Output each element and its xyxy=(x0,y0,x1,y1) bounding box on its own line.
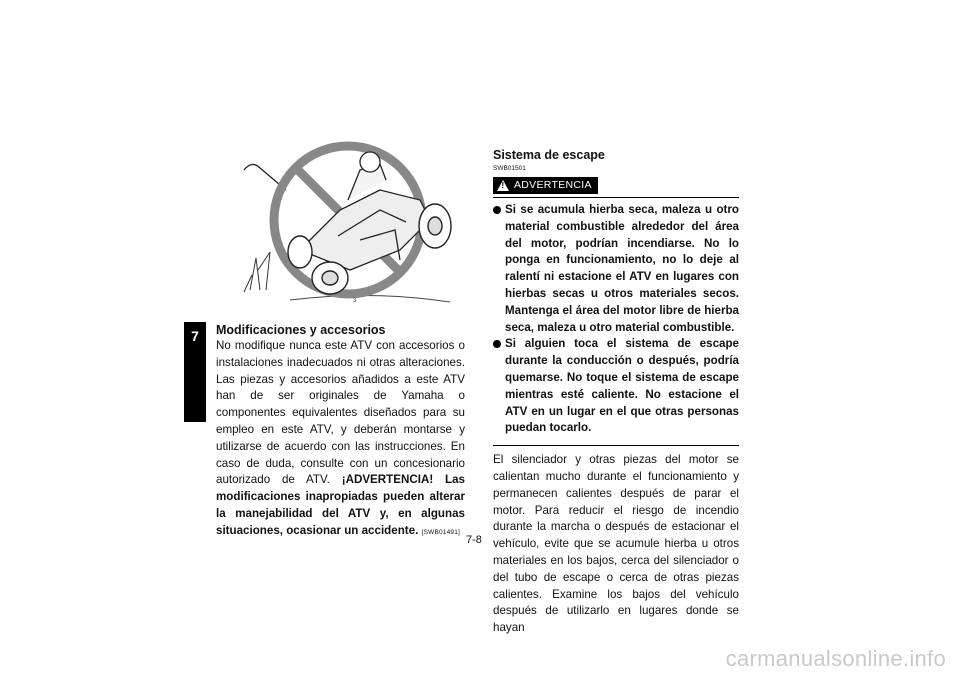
warning-bullet-item xyxy=(493,336,739,437)
modifications-body-text: No modifique nunca este ATV con accesorios o instalaciones inadecuados ni otras alteraciones. Las piezas y accesorios añadidos a este ATV han de ser originales de Yamaha o componentes equivalentes diseñados para su empleo en este ATV, y deberán montarse y utilizarse de acuerdo con las instrucciones. En caso de duda, consulte con un concesionario autorizado de ATV. xyxy=(216,339,465,487)
page-number: 7-8 xyxy=(466,534,482,546)
warning-code: [SWB01491] xyxy=(421,528,461,536)
warning-triangle-icon: ! xyxy=(497,180,509,191)
exhaust-body: El silenciador y otras piezas del motor se calientan mucho durante el funcionamiento y permanecen calientes después de parar el motor. Para reducir el riesgo de incendio durante la marcha o después de estacionar el vehículo, evite que se acumule hierba u otros materiales en los bajos, cerca del silenciador o del tubo de escape o cerca de otras piezas calientes. Examine los bajos del vehículo después de utilizarlo en lugares donde se hayan xyxy=(493,453,739,635)
left-column xyxy=(216,322,465,542)
warning-end-rule xyxy=(493,445,739,446)
modifications-body xyxy=(216,338,465,542)
exhaust-code: SWB01501 xyxy=(493,165,526,172)
chapter-tab xyxy=(184,322,206,422)
warning-bullets xyxy=(493,202,739,437)
advertencia-badge xyxy=(493,177,598,194)
modifications-heading: Modificaciones y accesorios xyxy=(216,323,386,337)
bullet-text: Si se acumula hierba seca, maleza u otro material combustible alrededor del área del motor, podrían incendiarse. No lo ponga en funcionamiento, no lo deje al ralentí ni estacione el ATV en lugares con hierbas secas u otros materiales secos. Mantenga el área del motor libre de hierba seca, maleza u otro material combustible. xyxy=(505,203,739,334)
bullet-icon xyxy=(493,206,501,214)
watermark: carmanualsonline.info xyxy=(725,646,946,671)
modifications-warning: ¡ADVERTENCIA! Las modificaciones inapropiadas pueden alterar la manejabilidad del ATV y, en algunas situaciones, ocasionar un accidente. xyxy=(216,473,465,537)
right-column xyxy=(493,147,739,637)
advertencia-header xyxy=(493,175,739,198)
bullet-icon xyxy=(493,340,501,348)
chapter-number: 7 xyxy=(191,328,199,344)
illustration-label: 3 xyxy=(353,298,357,304)
exhaust-heading: Sistema de escape xyxy=(493,148,605,162)
bullet-text: Si alguien toca el sistema de escape durante la conducción o después, podría quemarse. No toque el sistema de escape mientras esté caliente. No estacione el ATV en un lugar en el que otras personas puedan tocarlo. xyxy=(505,337,739,435)
warning-bullet-item xyxy=(493,202,739,336)
advertencia-label: ADVERTENCIA xyxy=(514,179,592,191)
atv-wheelie-prohibited-illustration xyxy=(230,140,470,320)
